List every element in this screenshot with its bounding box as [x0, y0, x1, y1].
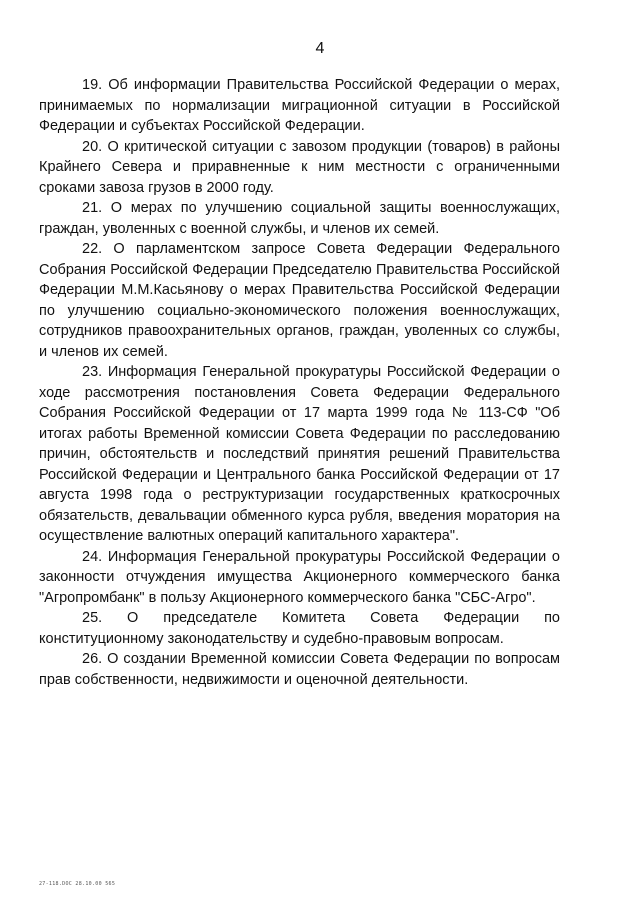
agenda-item-21: 21. О мерах по улучшению социальной защиты военнослужащих, граждан, уволенных с военной службы, и членов их семей.	[39, 200, 560, 237]
agenda-item-25: 25. О председателе Комитета Совета Федерации по конституционному законодательству и судебно-правовым вопросам.	[39, 610, 560, 647]
agenda-item-19: 19. Об информации Правительства Российской Федерации о мерах, принимаемых по нормализации миграционной ситуации в Российской Федерации и субъектах Российской Федерации.	[39, 77, 560, 134]
agenda-item-24: 24. Информация Генеральной прокуратуры Российской Федерации о законности отчуждения имущества Акционерного коммерческого банка "Агропромбанк" в пользу Акционерного коммерческого банка "СБС-Агро".	[39, 548, 560, 606]
agenda-item-23: 23. Информация Генеральной прокуратуры Российской Федерации о ходе рассмотрения постановления Совета Федерации Федерального Собрания Российской Федерации от 17 марта 1999 года № 113-СФ "Об итогах работы Временной комиссии Совета Федерации по расследованию причин, обстоятельств и последствий принятия решений Правительства Российской Федерации и Центрального банка Российской Федерации от 17 августа 1998 года о реструктуризации государственных краткосрочных обязательств, девальвации обменного курса рубля, введения моратория на осуществление валютных операций капитального характера".	[39, 364, 560, 544]
agenda-item-22: 22. О парламентском запросе Совета Федерации Федерального Собрания Российской Федерации Председателю Правительства Российской Федерации М.М.Касьянову о мерах Правительства Российской Федерации по улучшению социально-экономического положения военнослужащих, сотрудников правоохранительных органов, граждан, уволенных со службы, и членов их семей.	[39, 241, 560, 360]
document-footer: 27-118.DOC 28.10.00 565	[39, 881, 116, 887]
page-number: 4	[315, 40, 325, 57]
agenda-list	[39, 75, 560, 690]
agenda-item-20: 20. О критической ситуации с завозом продукции (товаров) в районы Крайнего Севера и приравненные к ним местности с ограниченными сроками завоза грузов в 2000 году.	[39, 138, 560, 196]
agenda-item-26: 26. О создании Временной комиссии Совета Федерации по вопросам прав собственности, недвижимости и оценочной деятельности.	[39, 651, 560, 688]
